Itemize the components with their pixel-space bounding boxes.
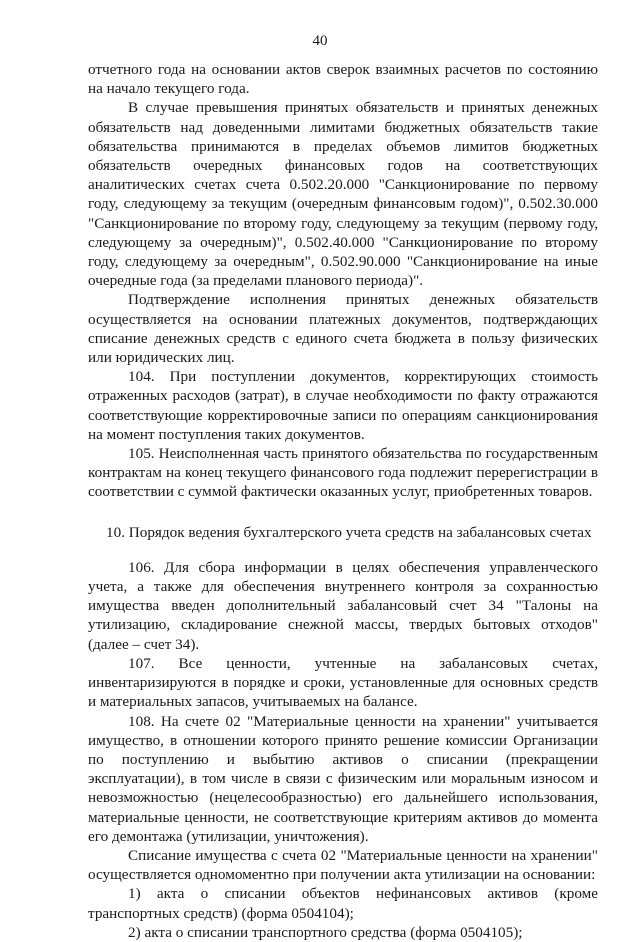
- paragraph: Списание имущества с счета 02 "Материальные ценности на хранении" осуществляется одномоментно при получении акта утилизации на основании:: [88, 846, 598, 884]
- page-number: 40: [312, 33, 328, 49]
- paragraph: 106. Для сбора информации в целях обеспечения управленческого учета, а также для обеспечения внутреннего контроля за сохранностью имущества введен дополнительный забалансовый счет 34 "Талоны на утилизацию, складирование снежной массы, твердых бытовых отходов" (далее – счет 34).: [88, 558, 598, 653]
- paragraph: 107. Все ценности, учтенные на забалансовых счетах, инвентаризируются в порядке и сроки, установленные для основных средств и материальных запасов, учитываемых на балансе.: [88, 654, 598, 711]
- section-heading: 10. Порядок ведения бухгалтерского учета средств на забалансовых счетах: [106, 523, 592, 541]
- paragraph: 105. Неисполненная часть принятого обязательства по государственным контрактам на конец текущего финансового года подлежит перерегистрации в соответствии с суммой фактически оказанных услуг, приобретенных товаров.: [88, 445, 598, 501]
- list-item: 2) акта о списании транспортного средства (форма 0504105);: [128, 923, 523, 941]
- paragraph: отчетного года на основании актов сверок взаимных расчетов по состоянию на начало текущего года.: [88, 61, 598, 98]
- page-body: [88, 60, 598, 942]
- paragraph: 104. При поступлении документов, корректирующих стоимость отраженных расходов (затрат), в случае необходимости по факту отражаются соответствующие корректировочные записи по операциям санкционирования на момент поступления таких документов.: [88, 368, 598, 443]
- paragraph: 108. На счете 02 "Материальные ценности на хранении" учитывается имущество, в отношении которого принято решение комиссии Организации по поступлению и выбытию активов о списании (прекращении эксплуатации), в том числе в связи с физическим или моральным износом и невозможностью (нецелесообразностью) его дальнейшего использования, материальные ценности, не соответствующие критериям активов до момента его демонтажа (утилизации, уничтожения).: [88, 712, 598, 845]
- paragraph: В случае превышения принятых обязательств и принятых денежных обязательств над доведенными лимитами бюджетных обязательств такие обязательства принимаются в пределах объемов лимитов бюджетных обязательств очередных финансовых годов на соответствующих аналитических счетах счета 0.502.20.000 "Санкционирование по первому году, следующему за текущим (очередным финансовым годом)", 0.502.30.000 "Санкционирование по второму году, следующему за текущим (первому году, следующему за очередным)", 0.502.40.000 "Санкционирование по второму году, следующему за очередным", 0.502.90.000 "Санкционирование на иные очередные года (за пределами планового периода)".: [88, 99, 598, 290]
- paragraph: Подтверждение исполнения принятых денежных обязательств осуществляется на основании платежных документов, подтверждающих списание денежных средств с единого счета бюджета в пользу физических или юридических лиц.: [88, 291, 598, 367]
- list-item: 1) акта о списании объектов нефинансовых активов (кроме транспортных средств) (форма 0504104);: [88, 885, 598, 922]
